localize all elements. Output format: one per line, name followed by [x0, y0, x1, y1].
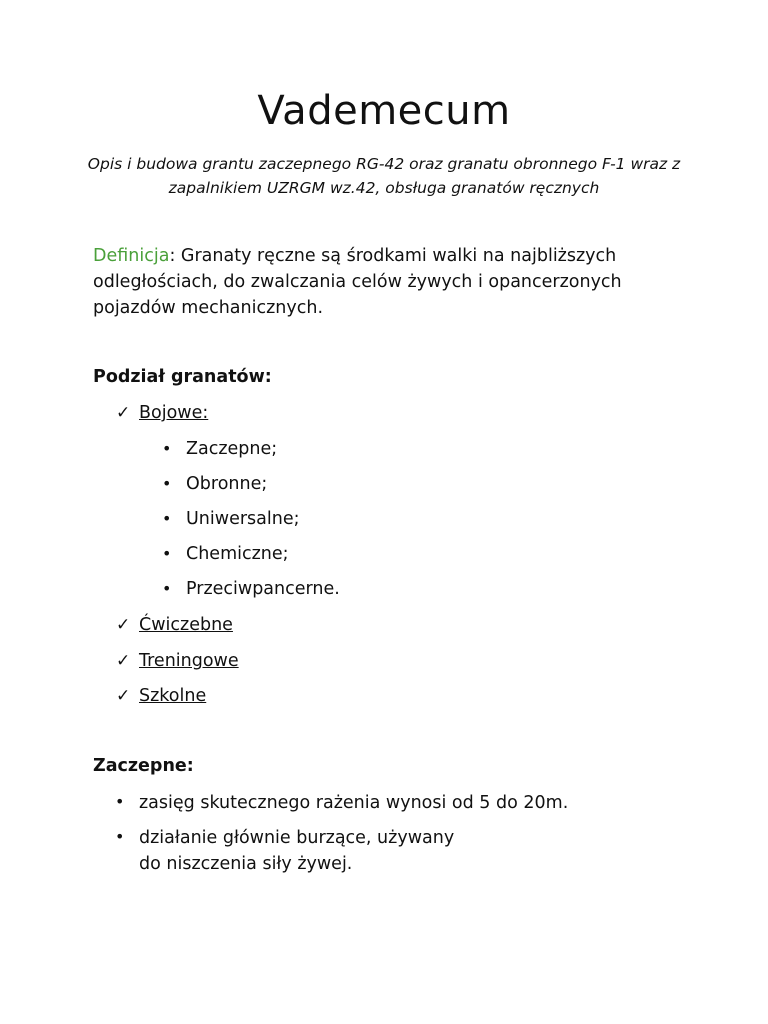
definition-paragraph: [93, 243, 693, 321]
check-icon: ✓: [116, 651, 131, 671]
bullet-icon: •: [162, 544, 172, 563]
bullet-icon: •: [162, 579, 172, 598]
offensive-bullet-text: do niszczenia siły żywej.: [139, 854, 353, 874]
division-heading: Podział granatów:: [93, 367, 272, 387]
definition-separator: :: [169, 246, 176, 266]
combat-subitem-label: Chemiczne;: [186, 544, 289, 564]
combat-subitem-label: Zaczepne;: [186, 439, 278, 459]
bullet-icon: •: [162, 474, 172, 493]
bullet-icon: •: [162, 509, 172, 528]
division-item-label: Bojowe:: [139, 403, 209, 423]
check-icon: ✓: [116, 686, 131, 706]
bullet-icon: •: [162, 439, 172, 458]
division-item-label: Treningowe: [139, 651, 239, 671]
division-item-label: Ćwiczebne: [139, 615, 233, 635]
check-icon: ✓: [116, 403, 131, 423]
document-title: Vademecum: [257, 88, 511, 134]
definition-text: Granaty ręczne są środkami walki na najbliższych odległościach, do zwalczania celów żywych i opancerzonych pojazdów mechanicznych.: [93, 246, 622, 318]
check-icon: ✓: [116, 615, 131, 635]
combat-subitem-label: Przeciwpancerne.: [186, 579, 340, 599]
division-item-label: Szkolne: [139, 686, 207, 706]
bullet-icon: •: [115, 792, 125, 811]
document-subtitle: Opis i budowa grantu zaczepnego RG-42 oraz granatu obronnego F-1 wraz z zapalnikiem UZRGM wz.42, obsługa granatów ręcznych: [87, 155, 681, 197]
offensive-bullet-text: zasięg skutecznego rażenia wynosi od 5 do 20m.: [139, 793, 569, 813]
combat-subitem-label: Obronne;: [186, 474, 268, 494]
combat-subitem-label: Uniwersalne;: [186, 509, 300, 529]
definition-term: Definicja: [93, 246, 170, 266]
offensive-bullet-text: działanie głównie burzące, używany: [139, 828, 455, 848]
offensive-heading: Zaczepne:: [93, 756, 194, 776]
bullet-icon: •: [115, 827, 125, 846]
